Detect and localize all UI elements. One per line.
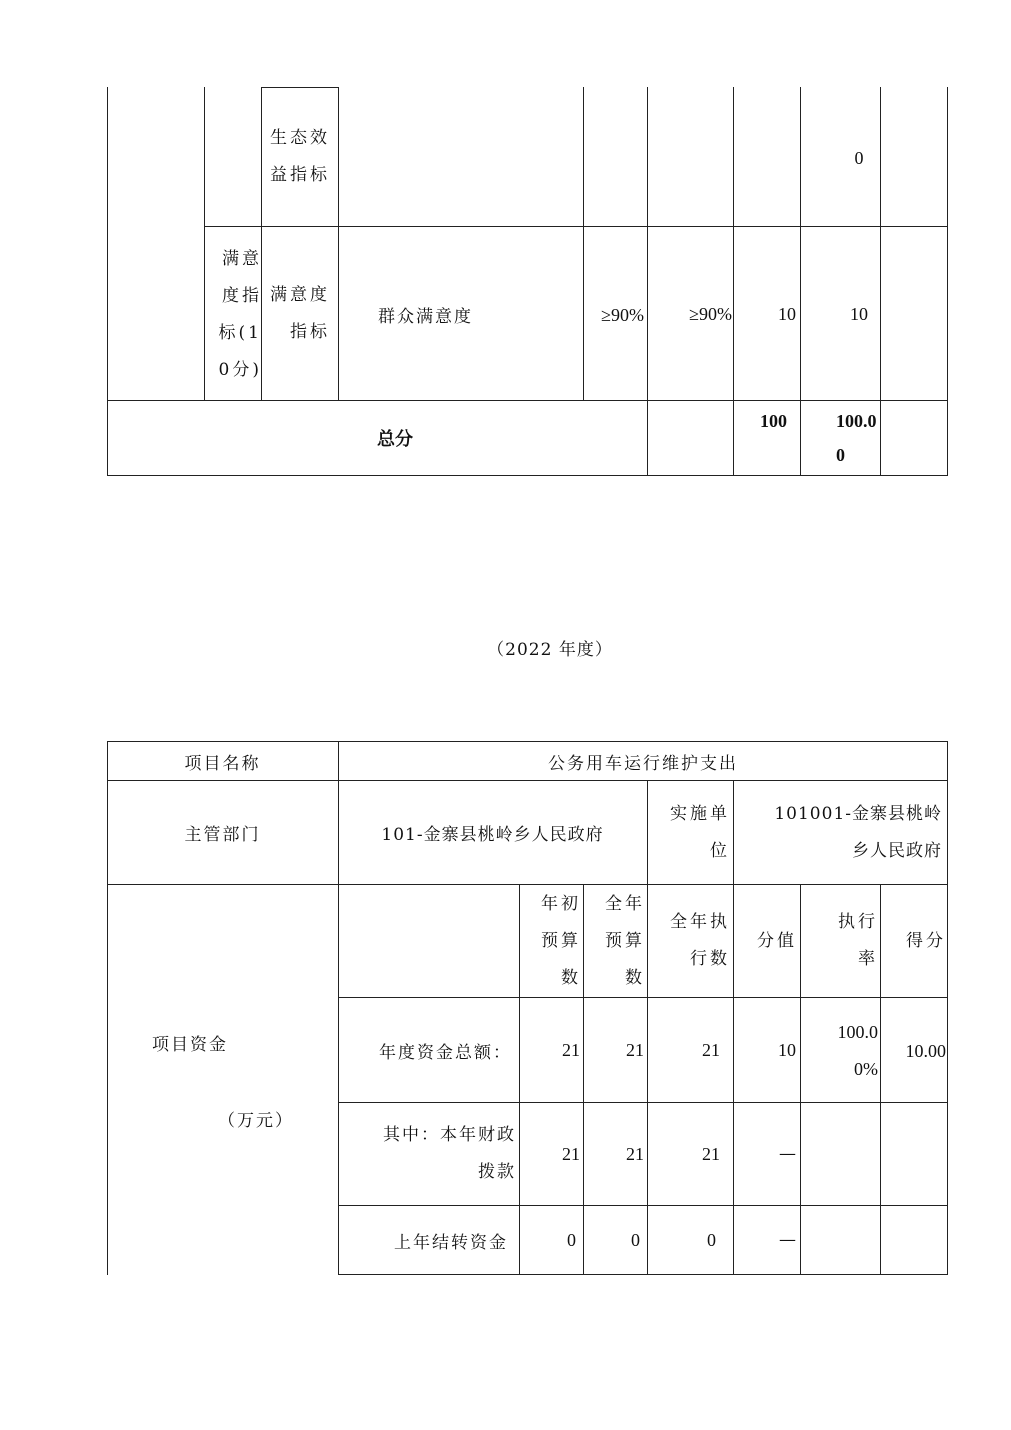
row-carryover-label: 上年结转资金 bbox=[394, 1232, 508, 1253]
implementing-unit-label: 实施单位 bbox=[670, 804, 730, 861]
header-rate: 执行率 bbox=[838, 912, 878, 969]
weight-value: 10 bbox=[778, 303, 796, 324]
row-appropriation-label: 其中：本年财政拨款 bbox=[383, 1125, 516, 1182]
implementing-unit-value: 101001-金寨县桃岭乡人民政府 bbox=[774, 804, 942, 861]
row-carryover-weight: — bbox=[779, 1230, 796, 1250]
row-carryover-initial: 0 bbox=[567, 1229, 576, 1250]
table-divider bbox=[647, 884, 648, 1275]
table-divider bbox=[107, 400, 948, 401]
header-score: 得分 bbox=[906, 930, 946, 951]
table-divider bbox=[733, 87, 734, 476]
header-weight: 分值 bbox=[757, 930, 797, 951]
row-carryover-full: 0 bbox=[631, 1229, 640, 1250]
table-divider bbox=[880, 884, 881, 1275]
row-total-rate: 100.00% bbox=[837, 1022, 878, 1079]
row-total-executed: 21 bbox=[702, 1039, 720, 1060]
row-total-score: 10.00 bbox=[905, 1040, 946, 1061]
department-label: 主管部门 bbox=[184, 825, 261, 845]
table-divider bbox=[204, 226, 948, 227]
sub-indicator-ecology: 生态效益指标 bbox=[270, 128, 330, 185]
row-carryover-executed: 0 bbox=[707, 1229, 716, 1250]
sub-indicator-satisfaction: 满意度指标 bbox=[270, 285, 330, 342]
row-appropriation-score bbox=[884, 1136, 944, 1172]
project-name-value: 公务用车运行维护支出 bbox=[548, 753, 738, 774]
row-appropriation-executed: 21 bbox=[702, 1143, 720, 1164]
table-border-right bbox=[947, 741, 948, 1275]
category-satisfaction: 满意度指标(10分) bbox=[218, 249, 262, 380]
table-divider bbox=[733, 780, 734, 1275]
header-executed: 全年执行数 bbox=[670, 912, 730, 969]
department-value: 101-金寨县桃岭乡人民政府 bbox=[381, 825, 604, 845]
row-carryover-rate bbox=[804, 1222, 876, 1258]
table-divider bbox=[338, 87, 339, 401]
table-divider bbox=[800, 884, 801, 1275]
table-divider bbox=[338, 1102, 948, 1103]
table-divider bbox=[647, 780, 648, 885]
table-divider bbox=[261, 87, 339, 88]
score-value: 10 bbox=[850, 303, 868, 324]
table-divider bbox=[583, 884, 584, 1275]
total-score: 100.00 bbox=[836, 411, 877, 465]
table-divider bbox=[338, 1274, 948, 1275]
row-carryover-score bbox=[884, 1222, 944, 1258]
table-divider bbox=[338, 997, 948, 998]
row-total-label: 年度资金总额： bbox=[379, 1042, 512, 1063]
target-value: ≥90% bbox=[601, 304, 644, 325]
fund-unit: （万元） bbox=[218, 1110, 294, 1131]
table-divider bbox=[583, 87, 584, 401]
table-border-bottom bbox=[107, 475, 948, 476]
year-caption: （2022 年度） bbox=[487, 639, 613, 660]
table-border-left bbox=[107, 87, 108, 476]
actual-value: ≥90% bbox=[689, 303, 732, 324]
total-label: 总分 bbox=[377, 429, 413, 449]
table-border-right bbox=[947, 87, 948, 476]
fund-label: 项目资金 bbox=[152, 1034, 228, 1055]
table-divider bbox=[647, 87, 648, 476]
project-name-label: 项目名称 bbox=[184, 753, 261, 774]
row-total-full: 21 bbox=[626, 1039, 644, 1060]
row-appropriation-rate bbox=[804, 1136, 876, 1172]
table-divider bbox=[519, 884, 520, 1275]
row-appropriation-weight: — bbox=[779, 1144, 796, 1164]
row-appropriation-full: 21 bbox=[626, 1143, 644, 1164]
header-initial-budget: 年初预算数 bbox=[541, 893, 581, 988]
row-total-weight: 10 bbox=[778, 1039, 796, 1060]
indicator-satisfaction: 群众满意度 bbox=[378, 306, 473, 327]
total-weight: 100 bbox=[760, 411, 787, 431]
final-score-ecology: 0 bbox=[854, 147, 864, 168]
table-divider bbox=[338, 1205, 948, 1206]
row-total-initial: 21 bbox=[562, 1039, 580, 1060]
header-full-budget: 全年预算数 bbox=[605, 893, 645, 988]
row-appropriation-initial: 21 bbox=[562, 1143, 580, 1164]
